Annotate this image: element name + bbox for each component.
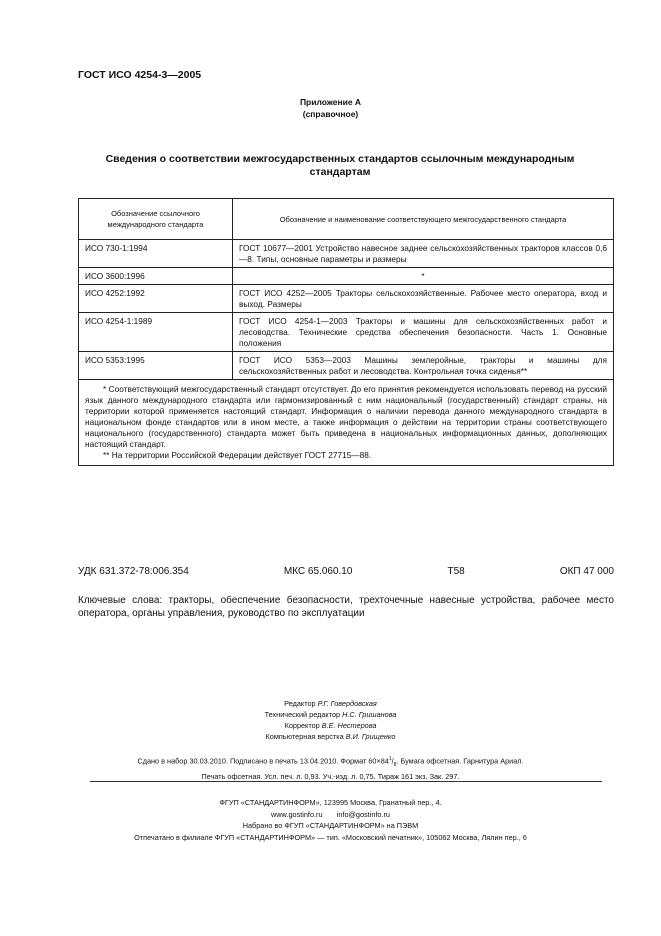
- annex-title: Приложение А: [299, 97, 362, 107]
- national-standard-cell: ГОСТ ИСО 4252—2005 Тракторы сельскохозяйственные. Рабочее место оператора, вход и выход. Размеры: [233, 285, 614, 313]
- corrector-name: В.Е. Нестерова: [321, 721, 377, 730]
- udk-code: УДК 631.372-78:006.354: [78, 566, 189, 577]
- international-standard-cell: ИСО 730-1:1994: [79, 240, 233, 268]
- print-info-text: Сдано в набор 30.03.2010. Подписано в печать 13.04.2010. Формат 60×84: [137, 756, 389, 766]
- print-info-text: . Бумага офсетная. Гарнитура Ариал.: [396, 756, 524, 766]
- column-header-international: Обозначение ссылочного международного стандарта: [79, 199, 233, 240]
- table-notes-row: [79, 380, 614, 466]
- table-notes: [79, 380, 614, 466]
- divider: [90, 781, 602, 782]
- publisher-contacts: [0, 809, 661, 821]
- national-standard-cell: *: [233, 268, 614, 285]
- tech-editor-name: Н.С. Гришанова: [342, 710, 397, 719]
- typeset-line: Набрано во ФГУП «СТАНДАРТИНФОРМ» на ПЭВМ: [242, 821, 419, 830]
- website-link[interactable]: www.gostinfo.ru: [271, 809, 323, 819]
- table-row: [79, 313, 614, 352]
- format-fraction-denominator: 8: [393, 761, 397, 768]
- section-title: Сведения о соответствии межгосударственных стандартов ссылочным международным стандартам: [105, 153, 575, 178]
- mks-code: МКС 65.060.10: [283, 566, 353, 577]
- annex-type: (справочное): [302, 109, 359, 119]
- national-standard-cell: ГОСТ ИСО 4254-1—2003 Тракторы и машины для сельскохозяйственных работ и лесоводства. Технические средства обеспечения безопасности. Часть 1. Основные положения: [233, 313, 614, 352]
- international-standard-cell: ИСО 5353:1995: [79, 352, 233, 380]
- printed-at-line: Отпечатано в филиале ФГУП «СТАНДАРТИНФОРМ» — тип. «Московский печатник», 105062 Москва, Лялин пер., 6: [134, 832, 527, 842]
- table-row: [79, 285, 614, 313]
- email-link[interactable]: info@gostinfo.ru: [336, 809, 390, 819]
- okp-code: ОКП 47 000: [559, 566, 614, 577]
- international-standard-cell: ИСО 4254-1:1989: [79, 313, 233, 352]
- editor-line: [0, 698, 661, 709]
- table-row: [79, 240, 614, 268]
- table-row: [79, 352, 614, 380]
- layout-line: [0, 731, 661, 742]
- editor-label: Редактор: [284, 699, 316, 708]
- format-fraction-numerator: 1: [388, 756, 392, 762]
- print-info: [0, 753, 661, 783]
- annex-heading: [0, 96, 661, 120]
- corrector-line: [0, 720, 661, 731]
- national-standard-cell: ГОСТ 10677—2001 Устройство навесное заднее сельскохозяйственных тракторов классов 0,6—8. Типы, основные параметры и размеры: [233, 240, 614, 268]
- international-standard-cell: ИСО 4252:1992: [79, 285, 233, 313]
- layout-name: В.И. Грищенко: [345, 732, 396, 741]
- document-code: ГОСТ ИСО 4254-3—2005: [78, 69, 202, 81]
- credits-block: [0, 698, 661, 742]
- classification-row: [78, 566, 614, 577]
- print-info-line-2: Печать офсетная. Усл. печ. л. 0,93. Уч.-изд. л. 0,75. Тираж 161 экз. Зак. 297.: [201, 771, 460, 781]
- footnote-single-asterisk: * Соответствующий межгосударственный стандарт отсутствует. До его принятия рекомендуется использовать перевод на русский язык данного международного стандарта или гармонизированный с ним национальный (государственный) стандарт страны, на территории которой применяется настоящий стандарт. Информация о наличии перевода данного международного стандарта в национальном фонде стандартов или в ином месте, а также информация о действии на территории страны соответствующего национального (государственного) стандарта может быть приведена в национальных информационных данных, дополняющих настоящий стандарт.: [85, 384, 607, 449]
- publisher-address: ФГУП «СТАНДАРТИНФОРМ», 123995 Москва, Гранатный пер., 4.: [219, 798, 442, 807]
- correspondence-table: [78, 198, 614, 466]
- layout-label: Компьютерная верстка: [265, 732, 344, 741]
- publisher-block: [0, 797, 661, 843]
- tech-editor-label: Технический редактор: [264, 710, 341, 719]
- national-standard-cell: ГОСТ ИСО 5353—2003 Машины землеройные, тракторы и машины для сельскохозяйственных работ и лесоводства. Контрольная точка сиденья**: [233, 352, 614, 380]
- editor-name: Р.Г. Говердовская: [317, 699, 377, 708]
- column-header-national: Обозначение и наименование соответствующего межгосударственного стандарта: [233, 199, 614, 240]
- keywords: Ключевые слова: тракторы, обеспечение безопасности, трехточечные навесные устройства, рабочее место оператора, органы управления, руководство по эксплуатации: [78, 595, 614, 619]
- table-row: [79, 268, 614, 285]
- t-code: Т58: [447, 566, 465, 577]
- tech-editor-line: [0, 709, 661, 720]
- table-header-row: [79, 199, 614, 240]
- corrector-label: Корректор: [284, 721, 320, 730]
- print-info-line-1: Сдано в набор 30.03.2010. Подписано в печать 13.04.2010. Формат $60\times 84^1/_8$. Бумага офсетная. Гарнитура Ариал.: [137, 756, 524, 768]
- international-standard-cell: ИСО 3600:1996: [79, 268, 233, 285]
- footnote-double-asterisk: ** На территории Российской Федерации действует ГОСТ 27715—88.: [103, 450, 372, 460]
